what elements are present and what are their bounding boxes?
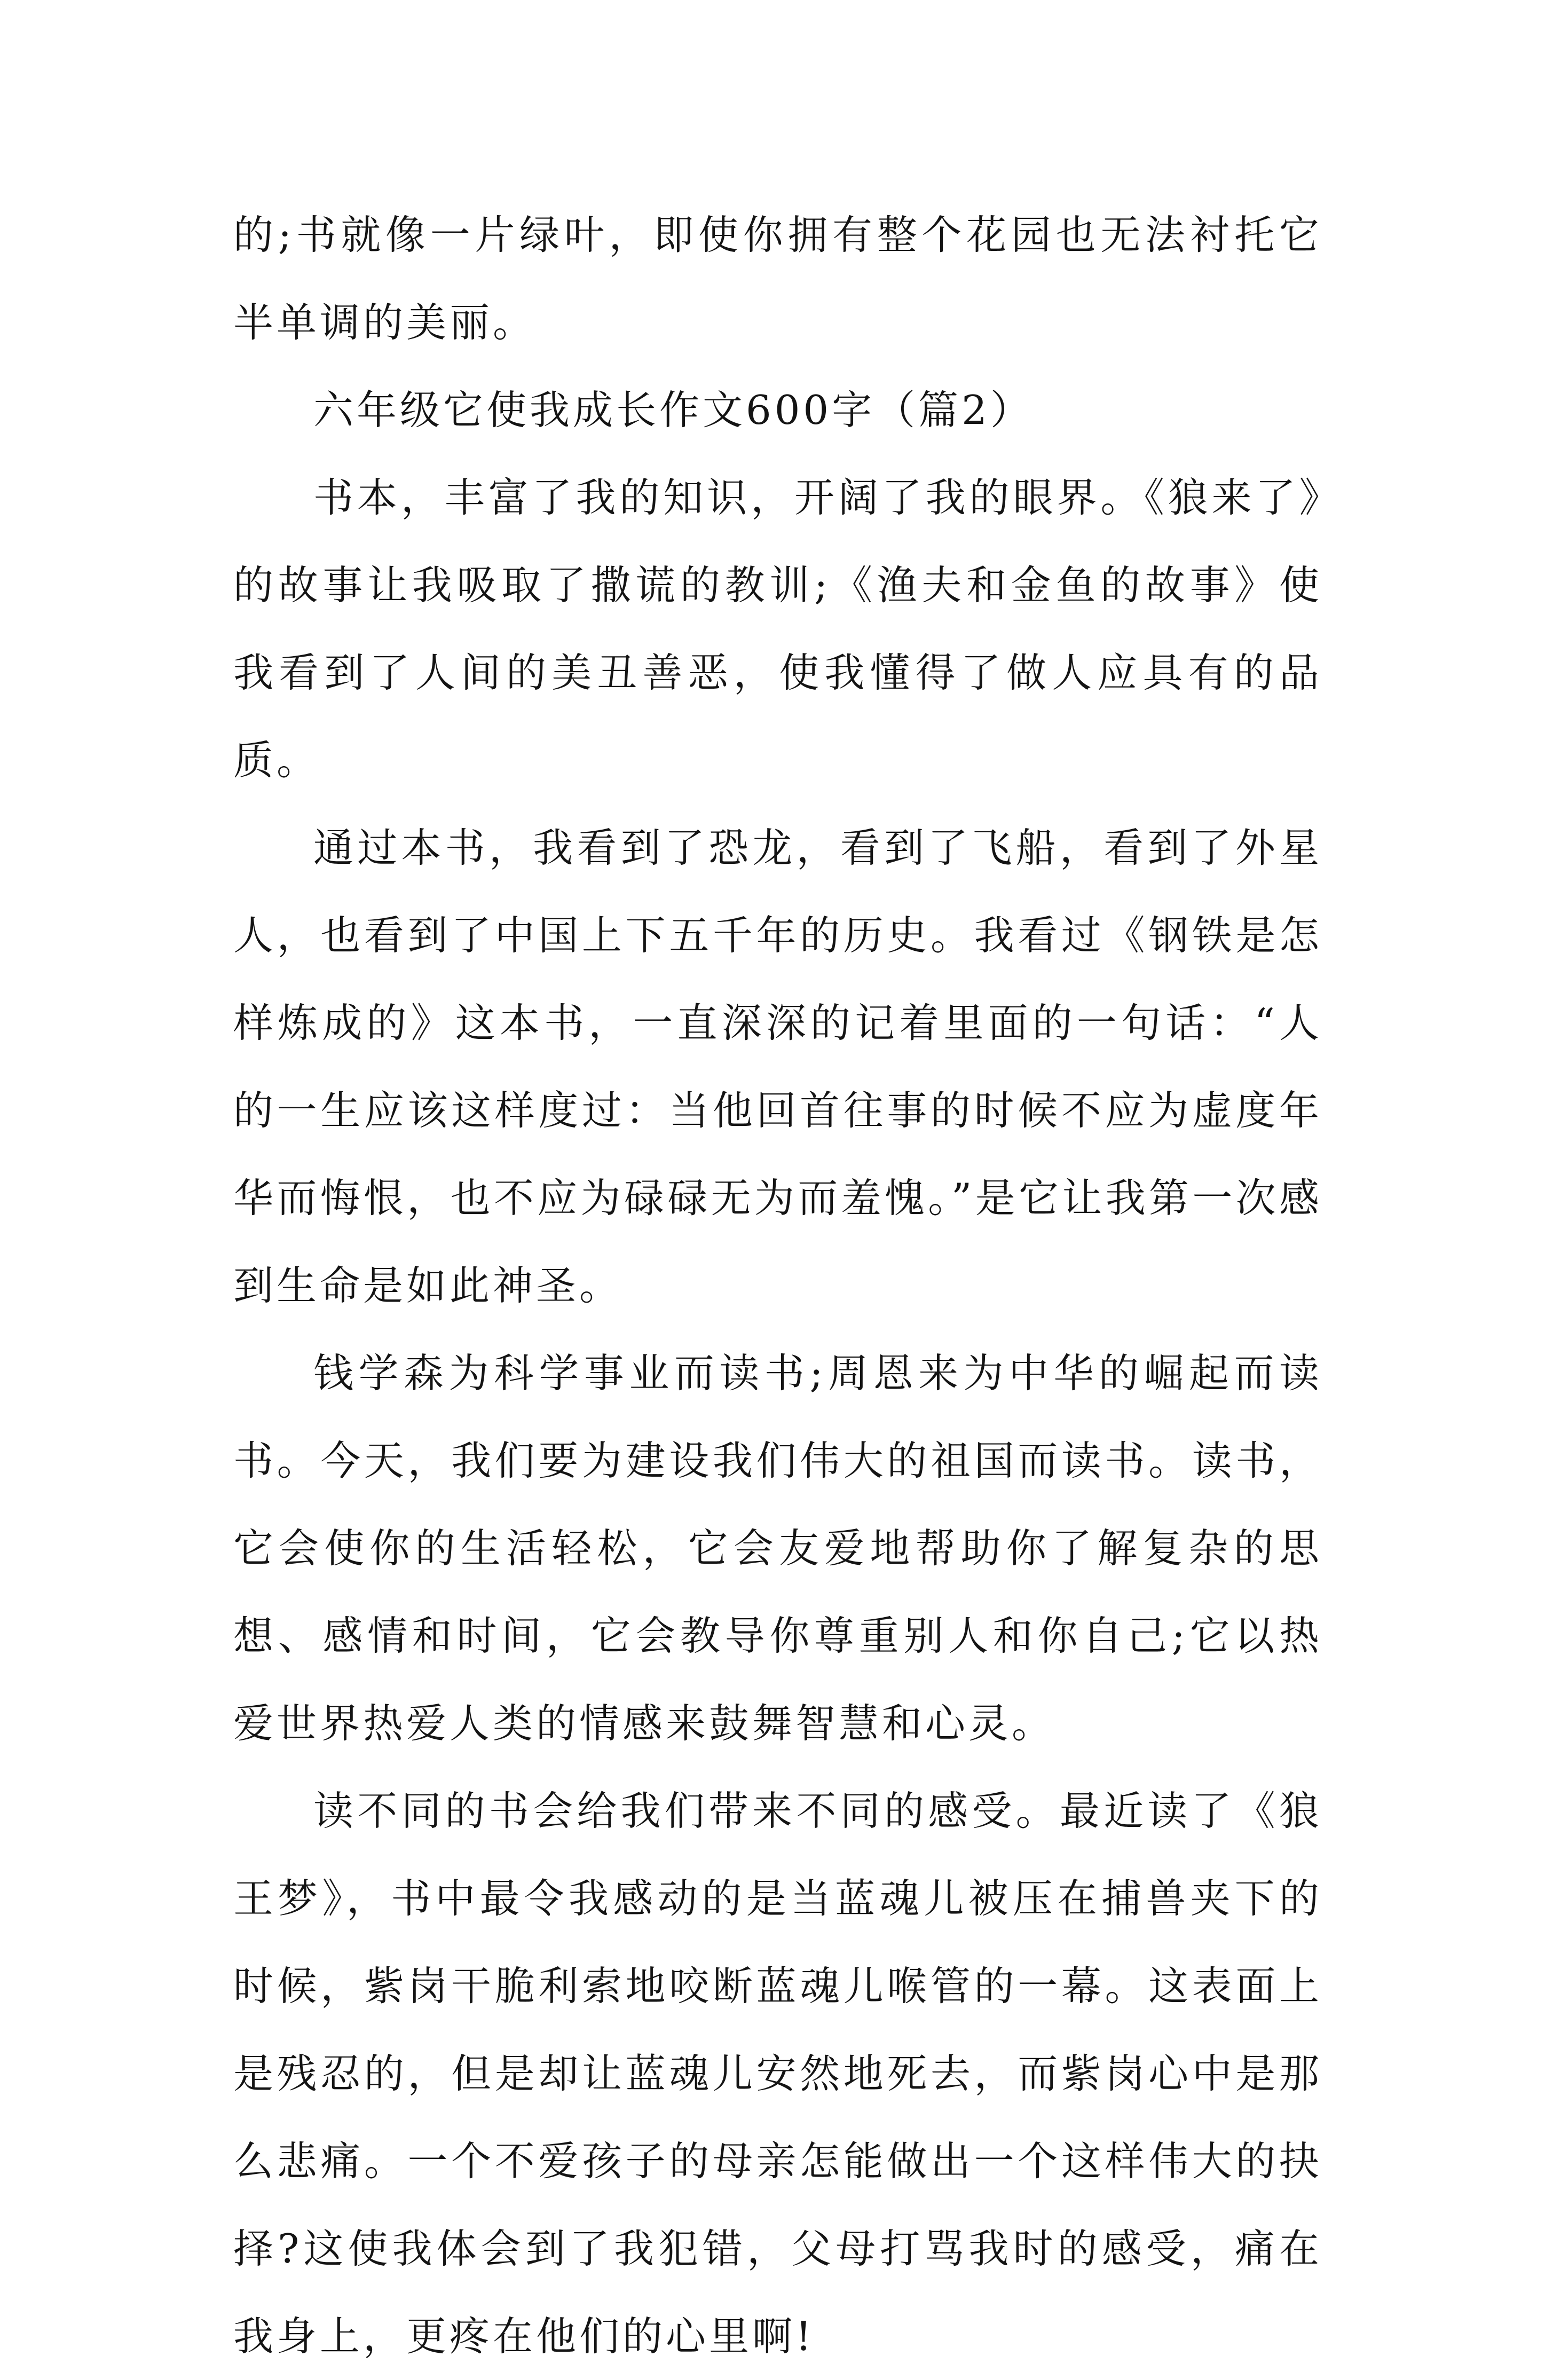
paragraph-reading-purpose: 钱学森为科学事业而读书;周恩来为中华的崛起而读书。今天，我们要为建设我们伟大的祖国而读书。读书，它会使你的生活轻松，它会友爱地帮助你了解复杂的思想、感情和时间，它会教导你尊重别人和你自己;它以热爱世界热爱人类的情感来鼓舞智慧和心灵。 — [233, 1350, 1322, 1747]
paragraph-wolf-king-dream: 读不同的书会给我们带来不同的感受。最近读了《狼王梦》，书中最令我感动的是当蓝魂儿被压在捕兽夹下的时候，紫岗干脆利索地咬断蓝魂儿喉管的一幕。这表面上是残忍的，但是却让蓝魂儿安然地死去，而紫岗心中是那么悲痛。一个不爱孩子的母亲怎能做出一个这样伟大的抉择?这使我体会到了我犯错，父母打骂我时的感受，痛在我身上，更疼在他们的心里啊! — [233, 1787, 1322, 2360]
section-heading: 六年级它使我成长作文600字（篇2） — [313, 387, 1034, 434]
paragraph-books-knowledge: 书本，丰富了我的知识，开阔了我的眼界。《狼来了》的故事让我吸取了撒谎的教训;《渔夫和金鱼的故事》使我看到了人间的美丑善恶，使我懂得了做人应具有的品质。 — [233, 474, 1322, 784]
paragraph-steel-quote: 通过本书，我看到了恐龙，看到了飞船，看到了外星人，也看到了中国上下五千年的历史。我看过《钢铁是怎样炼成的》这本书，一直深深的记着里面的一句话：“人的一生应该这样度过：当他回首往事的时候不应为虚度年华而悔恨，也不应为碌碌无为而羞愧。”是它让我第一次感到生命是如此神圣。 — [233, 824, 1322, 1309]
essay-body — [233, 191, 1322, 2380]
paragraph-continued: 的;书就像一片绿叶，即使你拥有整个花园也无法衬托它半单调的美丽。 — [233, 211, 1322, 346]
